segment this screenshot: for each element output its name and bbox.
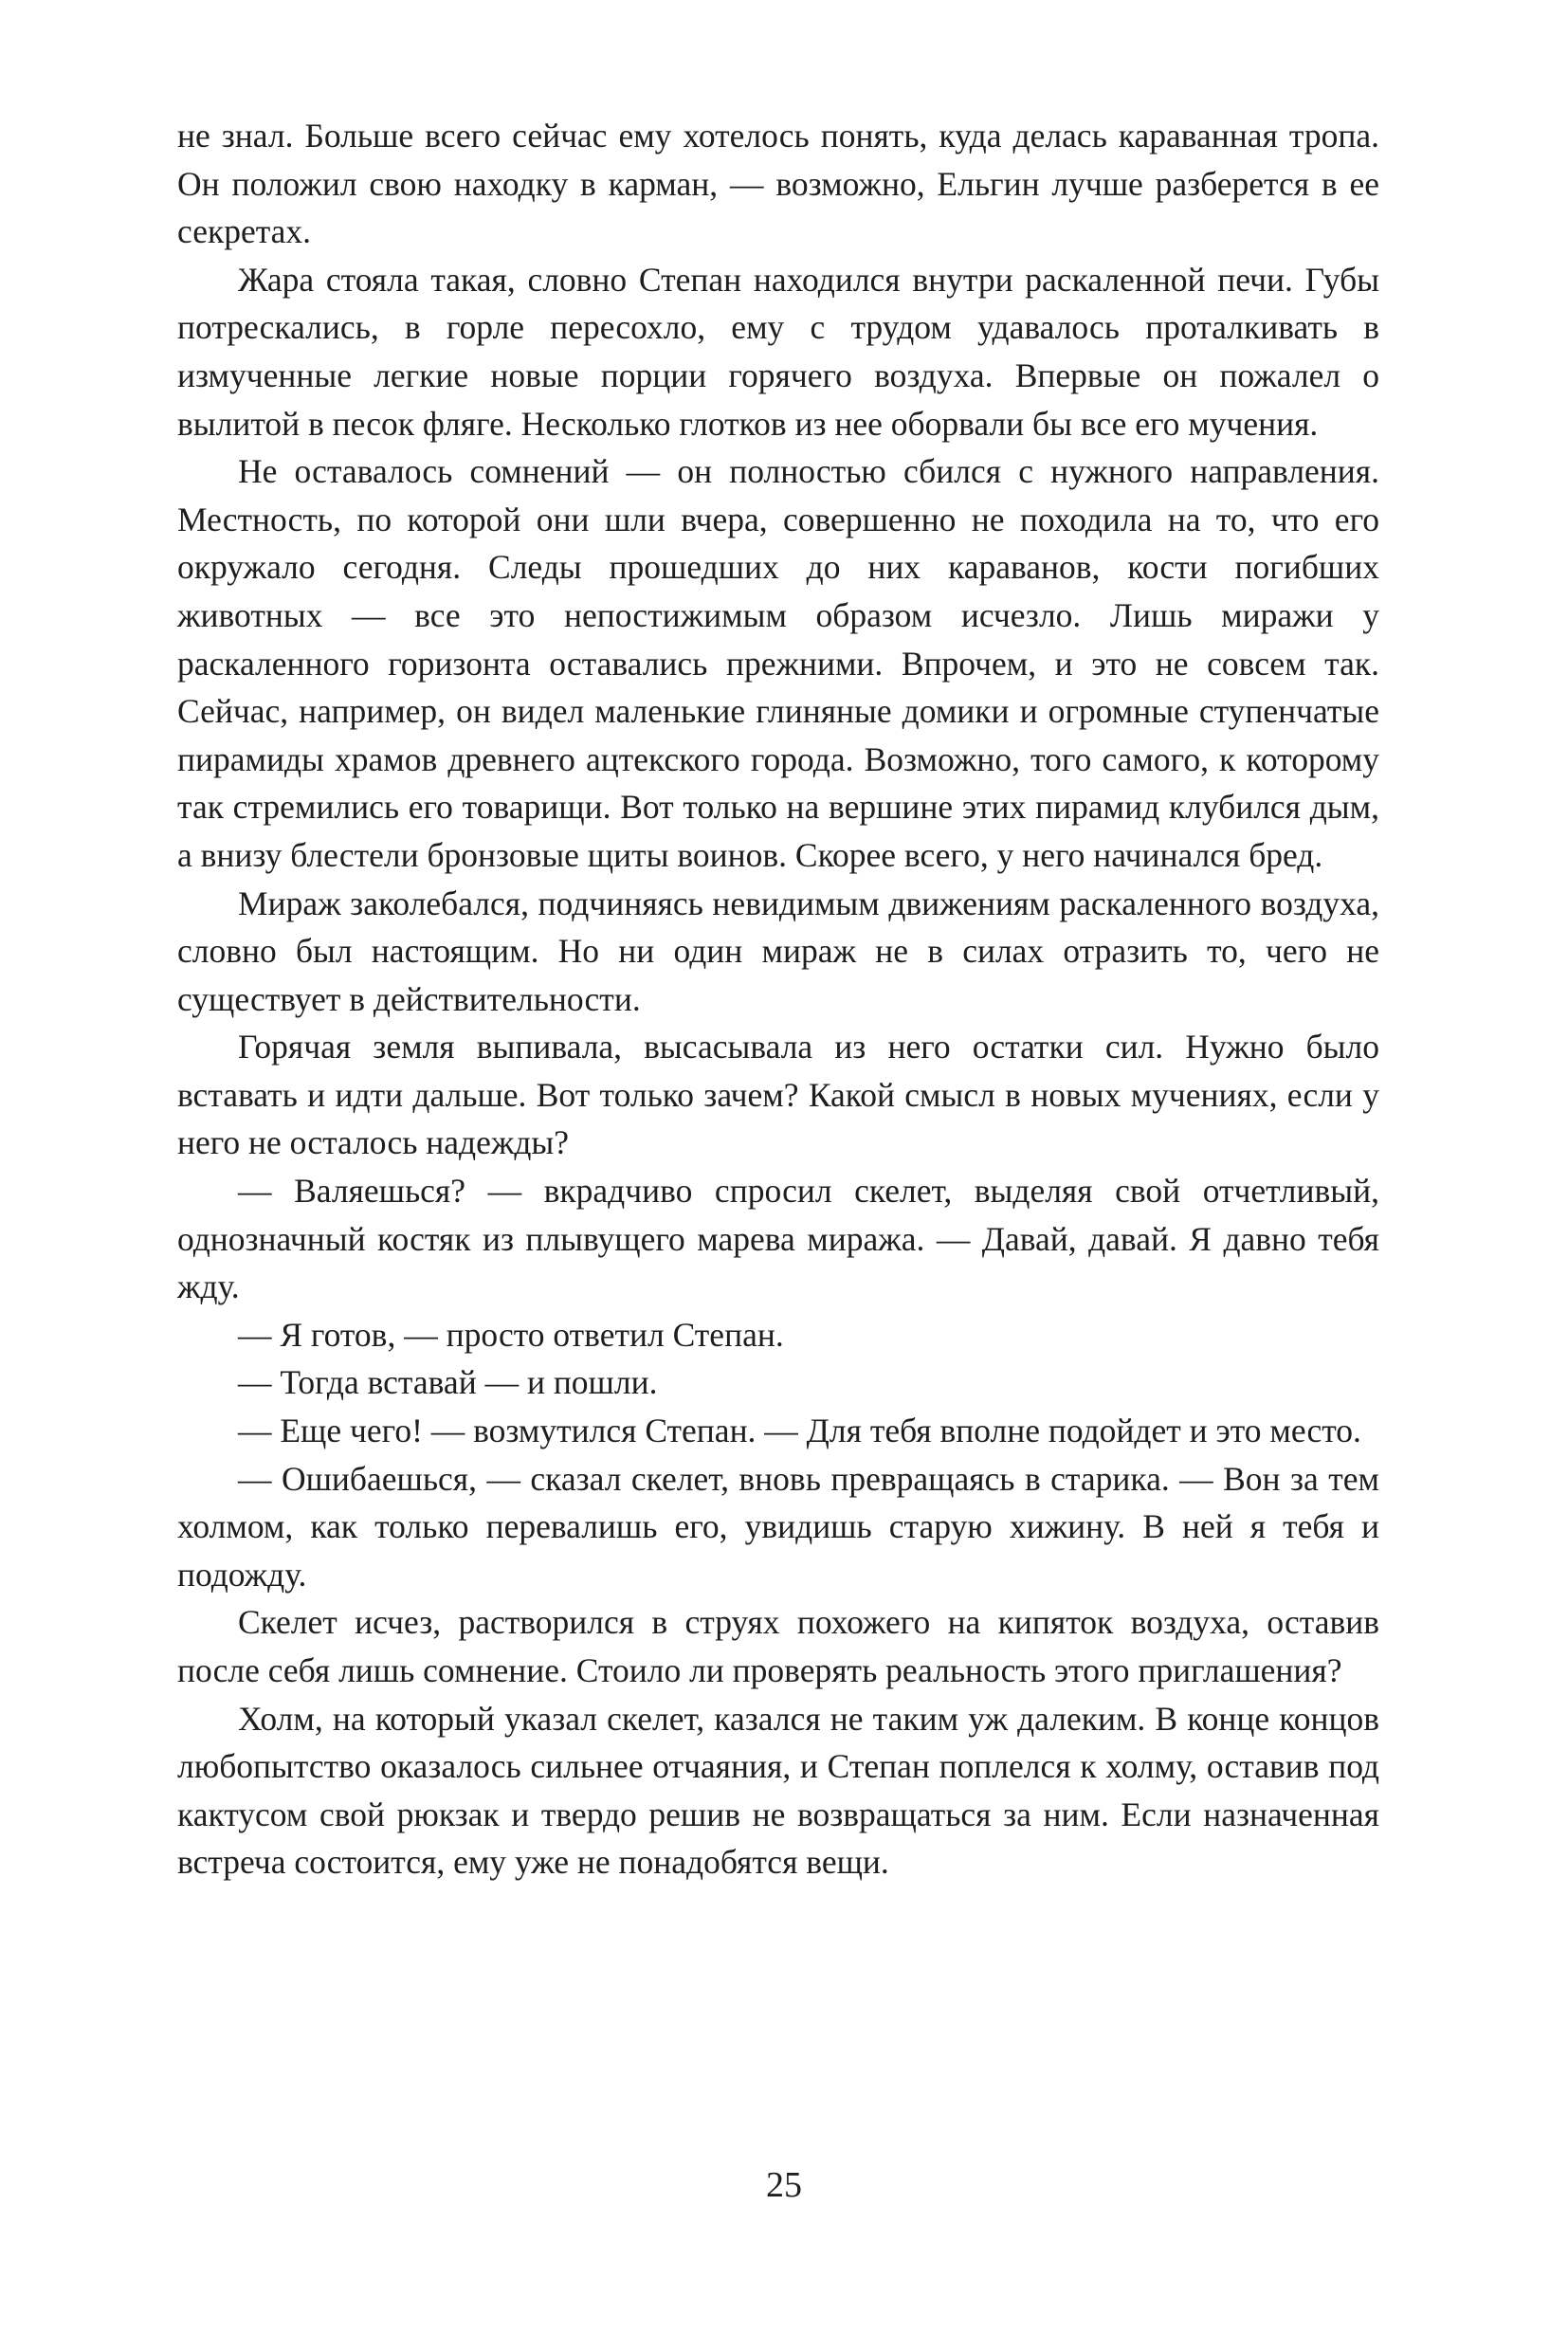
paragraph-3: Не оставалось сомнений — он полностью сбился с нужного направления. Местность, по которой они шли вчера, совершенно не походила на то, что его окружало сегодня. Следы прошедших до них караванов, кости погибших животных — все это непостижимым образом исчезло. Лишь миражи у раскаленного горизонта оставались прежними. Впрочем, и это не совсем так. Сейчас, например, он видел маленькие глиняные домики и огромные ступенчатые пирамиды храмов древнего ацтекского города. Возможно, того самого, к которому так стремились его товарищи. Вот только на вершине этих пирамид клубился дым, а внизу блестели бронзовые щиты воинов. Скорее всего, у него начинался бред.	[177, 452, 1379, 874]
paragraph-1: не знал. Больше всего сейчас ему хотелось понять, куда делась караванная тропа. Он положил свою находку в карман, — возможно, Ельгин лучше разберется в ее секретах.	[177, 117, 1379, 251]
paragraph-5: Горячая земля выпивала, высасывала из него остатки сил. Нужно было вставать и идти дальше. Вот только зачем? Какой смысл в новых мучениях, если у него не осталось надежды?	[177, 1028, 1379, 1162]
paragraph-2: Жара стояла такая, словно Степан находился внутри раскаленной печи. Губы потрескались, в горле пересохло, ему с трудом удавалось проталкивать в измученные легкие новые порции горячего воздуха. Впервые он пожалел о вылитой в песок фляге. Несколько глотков из нее оборвали бы все его мучения.	[177, 260, 1379, 443]
paragraph-8: — Тогда вставай — и пошли.	[238, 1363, 658, 1402]
page-number: 25	[766, 2165, 802, 2205]
page-body	[177, 112, 1379, 1886]
paragraph-7: — Я готов, — просто ответил Степан.	[238, 1315, 784, 1354]
paragraph-9: — Еще чего! — возмутился Степан. — Для тебя вполне подойдет и это место.	[238, 1412, 1361, 1450]
paragraph-12: Холм, на который указал скелет, казался не таким уж далеким. В конце концов любопытство оказалось сильнее отчаяния, и Степан поплелся к холму, оставив под кактусом свой рюкзак и твердо решив не возвращаться за ним. Если назначенная встреча состоится, ему уже не понадобятся вещи.	[177, 1699, 1379, 1882]
paragraph-4: Мираж заколебался, подчиняясь невидимым движениям раскаленного воздуха, словно был настоящим. Но ни один мираж не в силах отразить то, чего не существует в действительности.	[177, 884, 1379, 1018]
paragraph-11: Скелет исчез, растворился в струях похожего на кипяток воздуха, оставив после себя лишь сомнение. Стоило ли проверять реальность этого приглашения?	[177, 1603, 1379, 1689]
paragraph-10: — Ошибаешься, — сказал скелет, вновь превращаясь в старика. — Вон за тем холмом, как только перевалишь его, увидишь старую хижину. В ней я тебя и подожду.	[177, 1459, 1379, 1594]
paragraph-6: — Валяешься? — вкрадчиво спросил скелет, выделяя свой отчетливый, однозначный костяк из плывущего марева миража. — Давай, давай. Я давно тебя жду.	[177, 1172, 1379, 1306]
